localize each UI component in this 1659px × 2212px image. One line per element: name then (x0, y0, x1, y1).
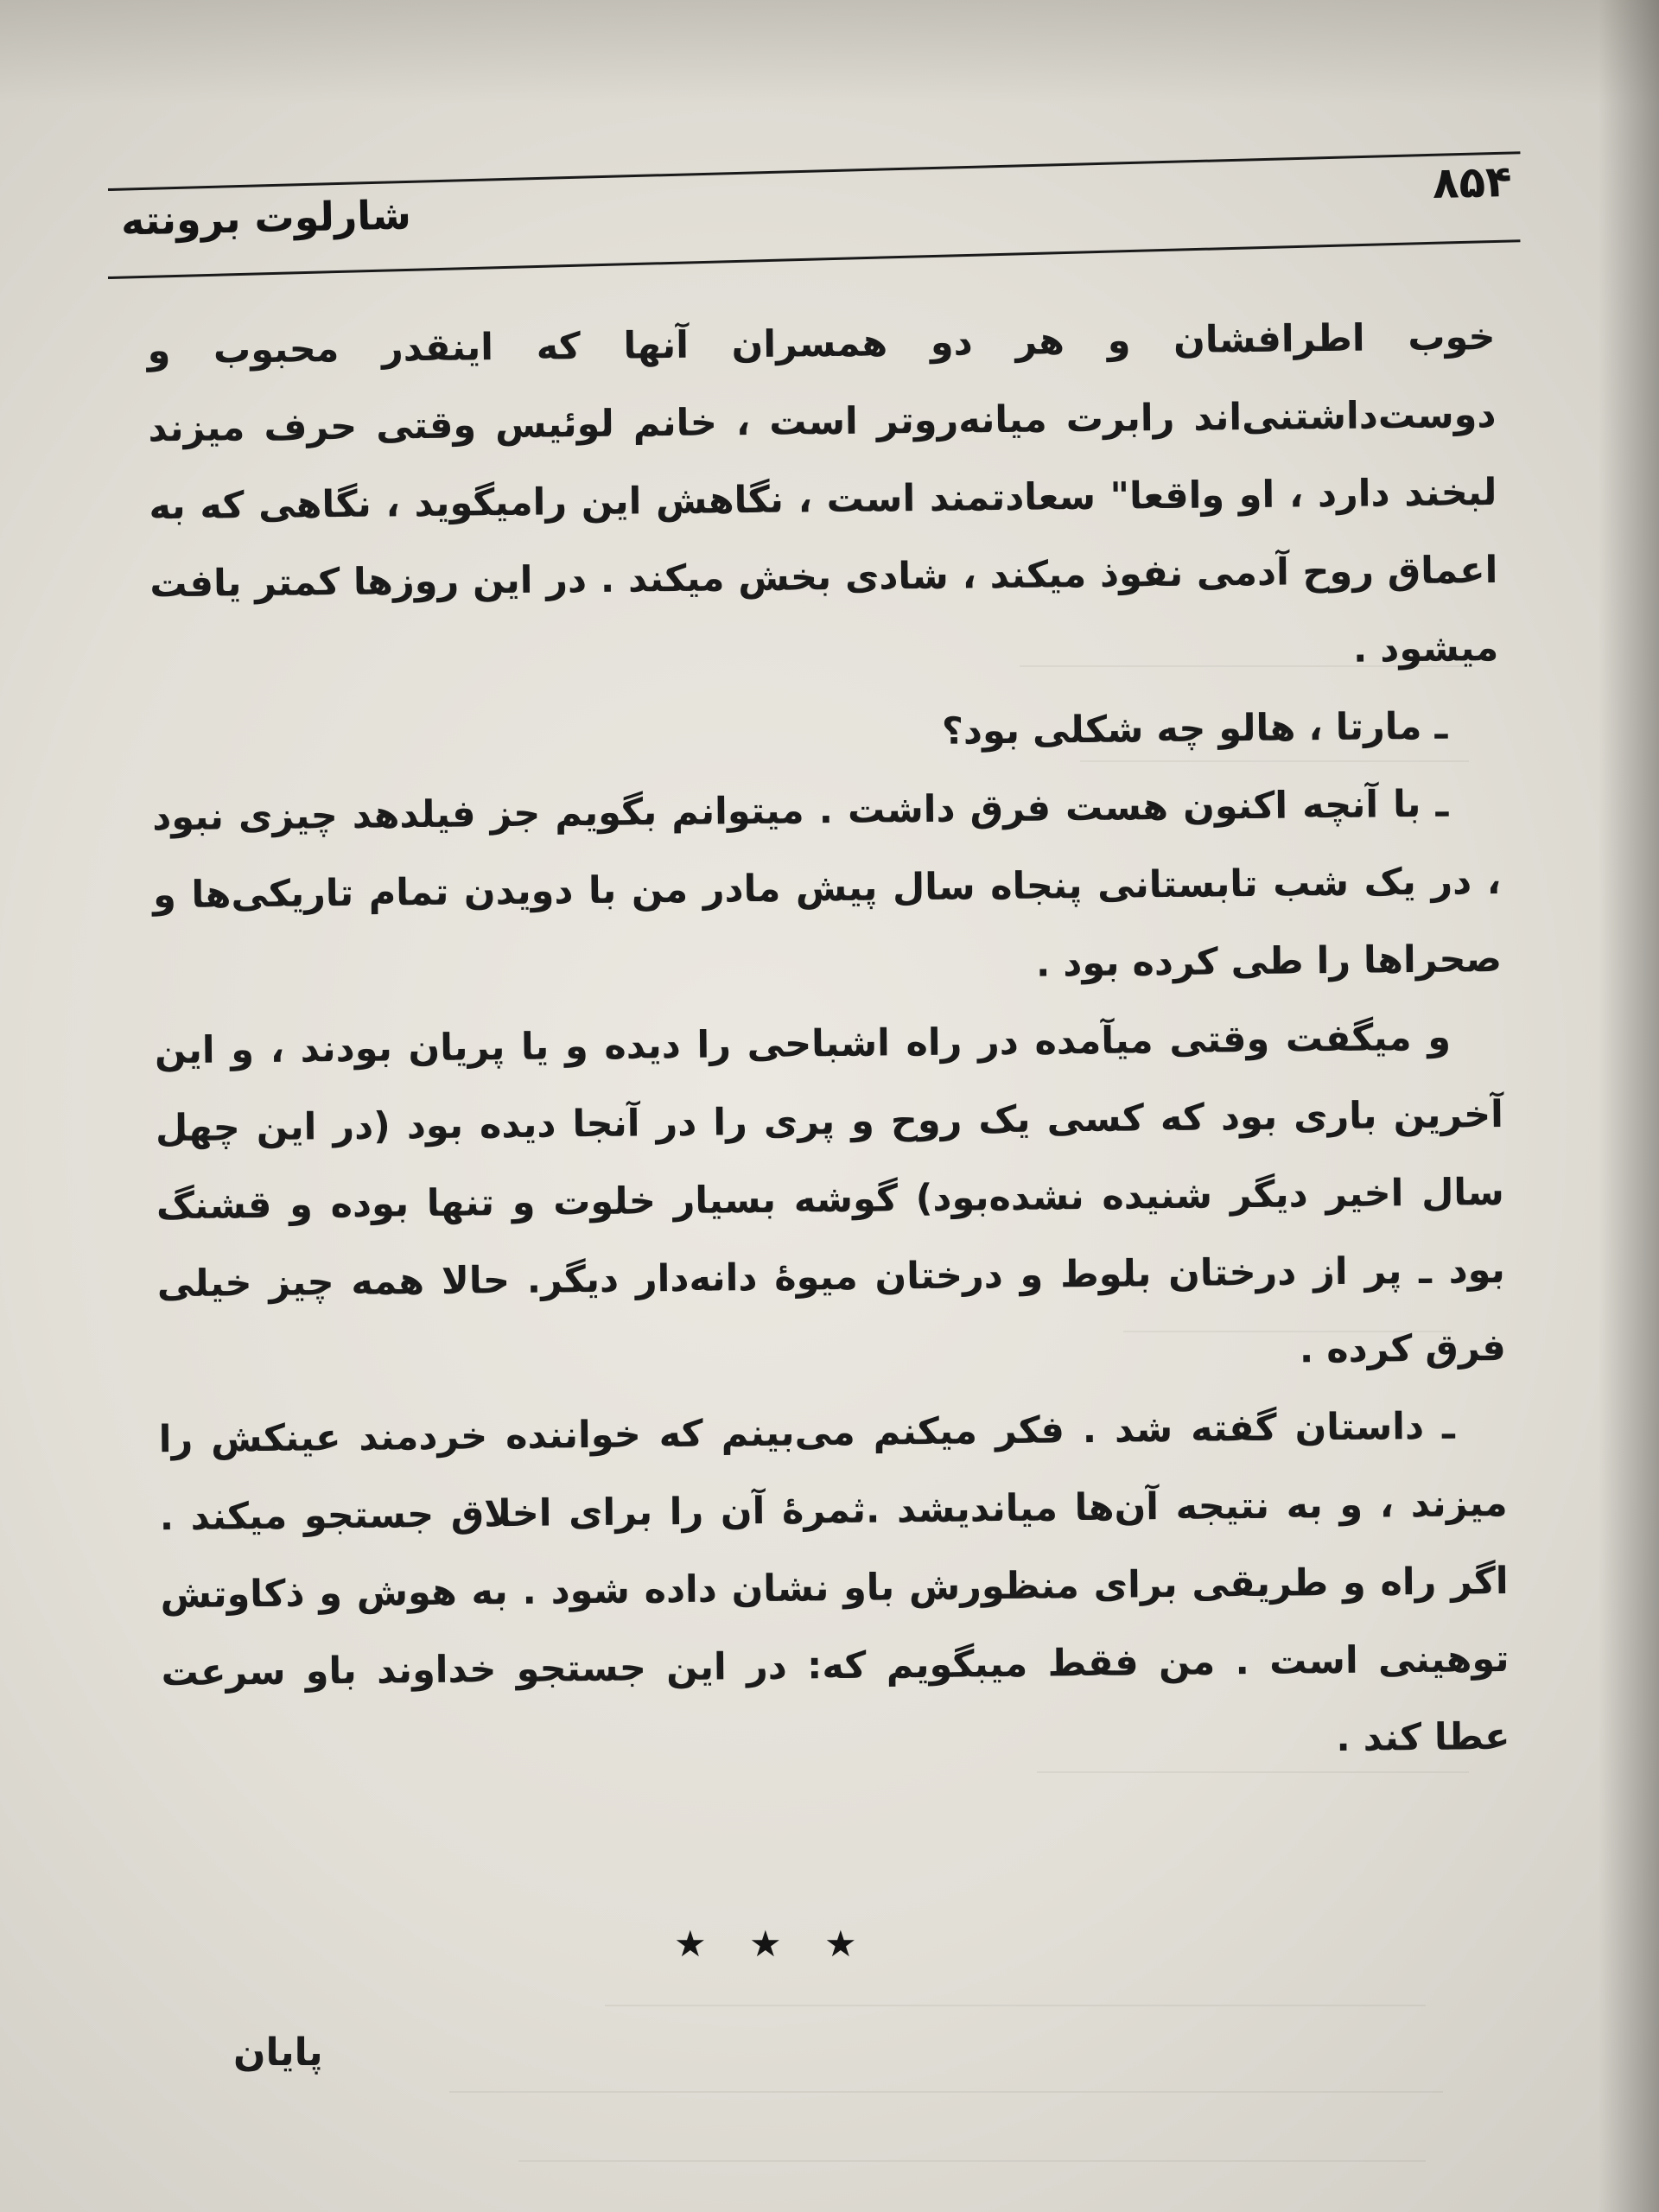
header-top-rule (108, 151, 1521, 191)
end-marker: پایان (233, 2031, 323, 2075)
paragraph: خوب اطرافشان و هر دو همسران آنها که اینقدر محبوب و دوست‌داشتنی‌اند رابرت میانه‌روتر است ، خانم لوئیس وقتی حرف میزند لبخند دارد ، او واقعا" سعادتمند است ، نگاهش این رامیگوید ، نگاهی که به اعماق روح آدمی نفوذ میکند ، شادی بخش میکند . در این روزها کمتر یافت میشود . (147, 315, 1499, 671)
paragraph: ـ با آنچه اکنون هست فرق داشت . میتوانم بگویم جز فیلدهد چیزی نبود ، در یک شب تابستانی پنجاه سال پیش مادر من با دویدن تمام تاریکی‌ها و صحراها را طی کرده بود . (151, 782, 1503, 986)
page-edge-shadow (1599, 0, 1659, 2212)
paragraph: ـ داستان گفته شد . فکر میکنم می‌بینم که خواننده خردمند عینکش را میزند ، و به نتیجه آن‌ها میاندیشد .ثمرهٔ آن را برای اخلاق جستجو میکند . اگر راه و طریقی برای منظورش باو نشان داده شود . به هوش و ذکاوتش توهینی است . من فقط میبگویم که: در این جستجو خداوند باو سرعت عطا کند . (158, 1404, 1510, 1761)
show-through-line (518, 2160, 1426, 2162)
show-through-line (449, 2091, 1443, 2093)
header-bottom-rule (108, 239, 1521, 279)
show-through-line (605, 2005, 1426, 2006)
paragraph: ـ مارتا ، هالو چه شکلی بود؟ (941, 704, 1448, 753)
running-title: شارلوت برونته (120, 191, 412, 245)
page-top-shading (0, 0, 1659, 104)
paragraph: و میگفت وقتی میآمده در راه اشباحی را دیده و یا پریان بودند ، و این آخرین باری بود که کسی یک روح و پری را در آنجا دیده بود (در این چهل سال اخیر دیگر شنیده نشده‌بود) گوشه بسیار خلوت و تنها بوده و قشنگ بود ـ پر از درختان بلوط و درختان میوهٔ دانه‌دار دیگر. حالا همه چیز خیلی فرق کرده . (154, 1015, 1506, 1372)
page-number: ۸۵۴ (1432, 156, 1513, 208)
body-text (147, 298, 1510, 1789)
section-separator: ★ ★ ★ (674, 1923, 873, 1965)
